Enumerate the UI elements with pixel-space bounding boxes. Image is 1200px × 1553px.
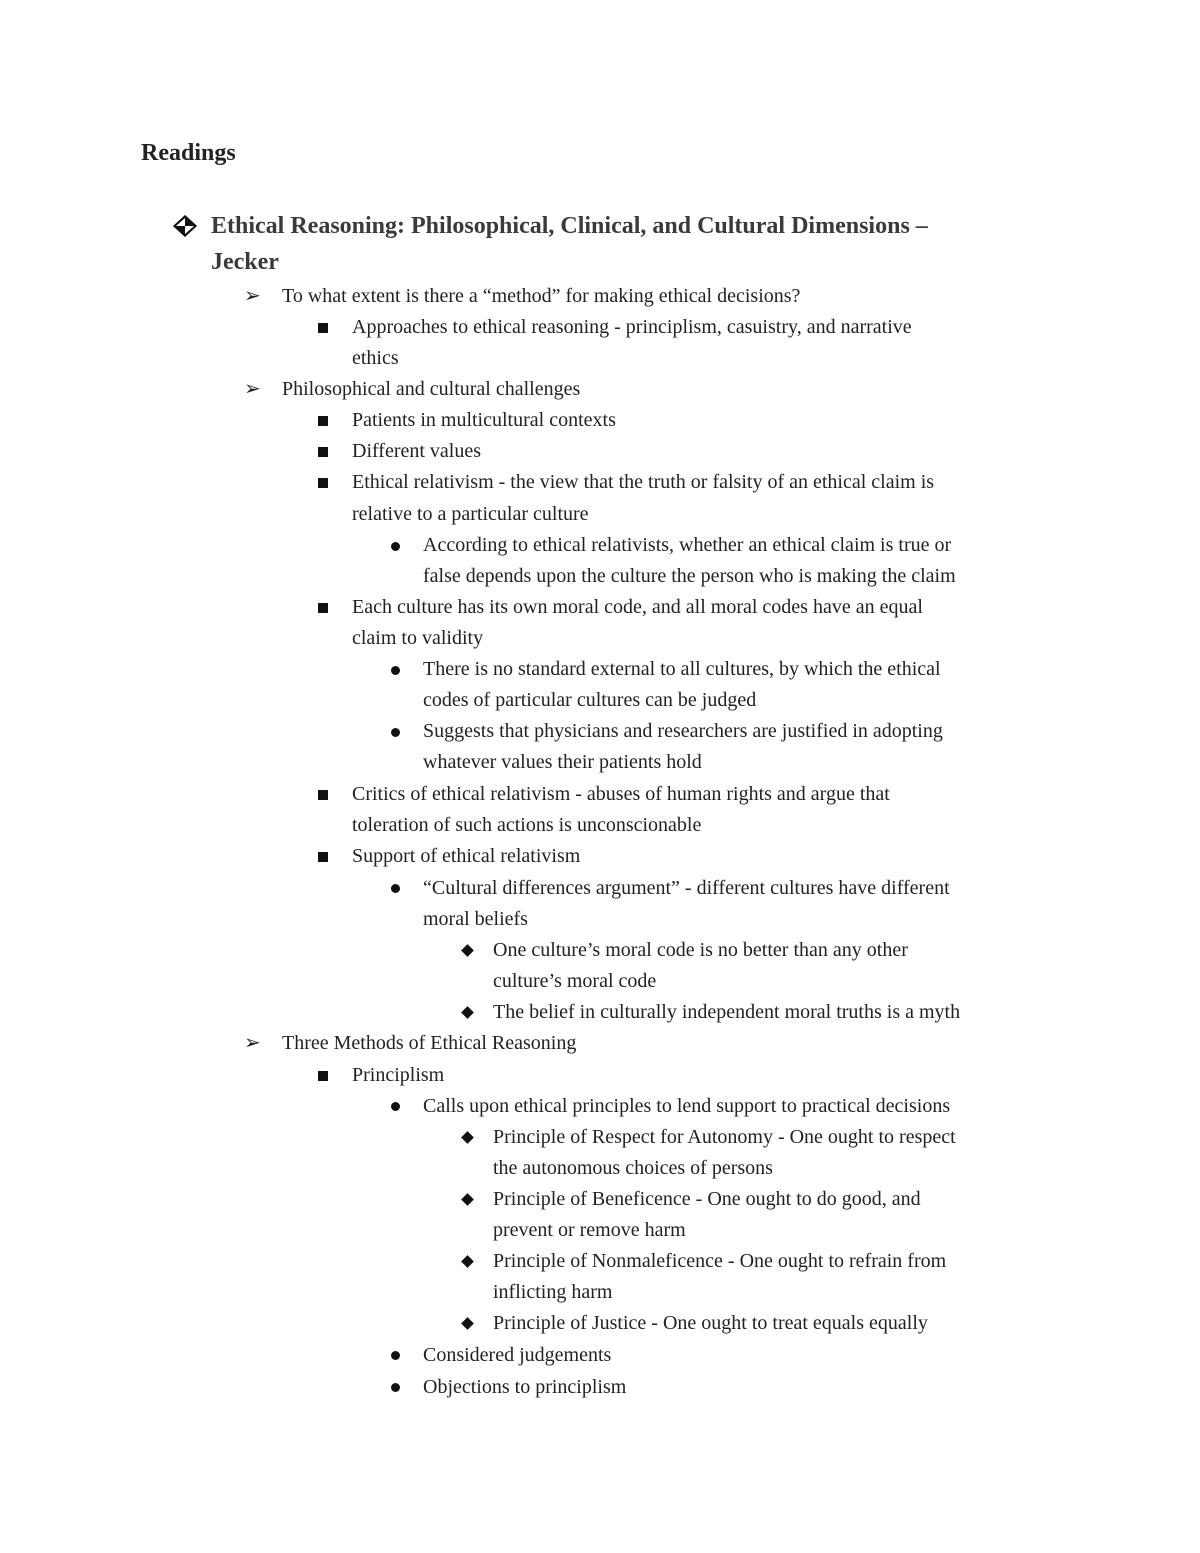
list-item-continuation: toleration of such actions is unconscionable (352, 814, 702, 836)
list-item: Patients in multicultural contexts (352, 409, 616, 431)
dot-bullet-icon (391, 1383, 400, 1392)
dot-bullet-icon (391, 728, 400, 737)
list-item: Three Methods of Ethical Reasoning (282, 1032, 577, 1054)
list-item: Philosophical and cultural challenges (282, 378, 581, 400)
arrow-bullet-icon: ➢ (244, 285, 261, 307)
dot-bullet-icon (391, 1102, 400, 1111)
reading-title-line-2: Jecker (211, 249, 279, 275)
list-item-continuation: false depends upon the culture the person who is making the claim (423, 565, 956, 587)
list-item-continuation: culture’s moral code (493, 970, 657, 992)
list-item: Critics of ethical relativism - abuses of human rights and argue that (352, 783, 890, 805)
list-item: Objections to principlism (423, 1376, 627, 1398)
list-item: Principle of Nonmaleficence - One ought to refrain from (493, 1250, 947, 1272)
square-bullet-icon (318, 603, 328, 613)
arrow-bullet-icon: ➢ (244, 1032, 261, 1054)
list-item-continuation: whatever values their patients hold (423, 751, 702, 773)
list-item: Support of ethical relativism (352, 845, 581, 867)
dot-bullet-icon (391, 666, 400, 675)
diamond-small-bullet-icon (461, 1131, 474, 1144)
square-bullet-icon (318, 478, 328, 488)
list-item: There is no standard external to all cultures, by which the ethical (423, 658, 941, 680)
list-item: “Cultural differences argument” - different cultures have different (423, 877, 950, 899)
list-item: Principle of Respect for Autonomy - One ought to respect (493, 1126, 956, 1148)
diamond-bullet-icon (172, 214, 198, 238)
list-item: According to ethical relativists, whether an ethical claim is true or (423, 534, 952, 556)
reading-title-line-1: Ethical Reasoning: Philosophical, Clinical, and Cultural Dimensions – (211, 213, 928, 239)
square-bullet-icon (318, 416, 328, 426)
list-item: To what extent is there a “method” for making ethical decisions? (282, 285, 801, 307)
list-item-continuation: claim to validity (352, 627, 484, 649)
list-item-continuation: relative to a particular culture (352, 503, 589, 525)
square-bullet-icon (318, 323, 328, 333)
list-item-continuation: the autonomous choices of persons (493, 1157, 773, 1179)
list-item-continuation: codes of particular cultures can be judged (423, 689, 757, 711)
list-item-continuation: prevent or remove harm (493, 1219, 686, 1241)
list-item: Principle of Justice - One ought to treat equals equally (493, 1312, 928, 1334)
square-bullet-icon (318, 447, 328, 457)
arrow-bullet-icon: ➢ (244, 378, 261, 400)
dot-bullet-icon (391, 542, 400, 551)
diamond-small-bullet-icon (461, 1193, 474, 1206)
list-item: One culture’s moral code is no better than any other (493, 939, 908, 961)
list-item: The belief in culturally independent moral truths is a myth (493, 1001, 961, 1023)
list-item-continuation: moral beliefs (423, 908, 528, 930)
dot-bullet-icon (391, 884, 400, 893)
reading-title (211, 208, 1031, 280)
list-item: Each culture has its own moral code, and all moral codes have an equal (352, 596, 923, 618)
square-bullet-icon (318, 790, 328, 800)
dot-bullet-icon (391, 1351, 400, 1360)
list-item-continuation: inflicting harm (493, 1281, 613, 1303)
list-item: Principlism (352, 1064, 445, 1086)
list-item-continuation: ethics (352, 347, 399, 369)
square-bullet-icon (318, 852, 328, 862)
list-item: Calls upon ethical principles to lend support to practical decisions (423, 1095, 951, 1117)
square-bullet-icon (318, 1071, 328, 1081)
list-item: Suggests that physicians and researchers are justified in adopting (423, 720, 943, 742)
diamond-small-bullet-icon (461, 1317, 474, 1330)
list-item: Approaches to ethical reasoning - principlism, casuistry, and narrative (352, 316, 912, 338)
diamond-small-bullet-icon (461, 944, 474, 957)
list-item: Principle of Beneficence - One ought to do good, and (493, 1188, 921, 1210)
list-item: Considered judgements (423, 1344, 612, 1366)
diamond-small-bullet-icon (461, 1006, 474, 1019)
diamond-small-bullet-icon (461, 1255, 474, 1268)
page-heading: Readings (141, 140, 236, 166)
list-item: Different values (352, 440, 482, 462)
list-item: Ethical relativism - the view that the truth or falsity of an ethical claim is (352, 471, 935, 493)
